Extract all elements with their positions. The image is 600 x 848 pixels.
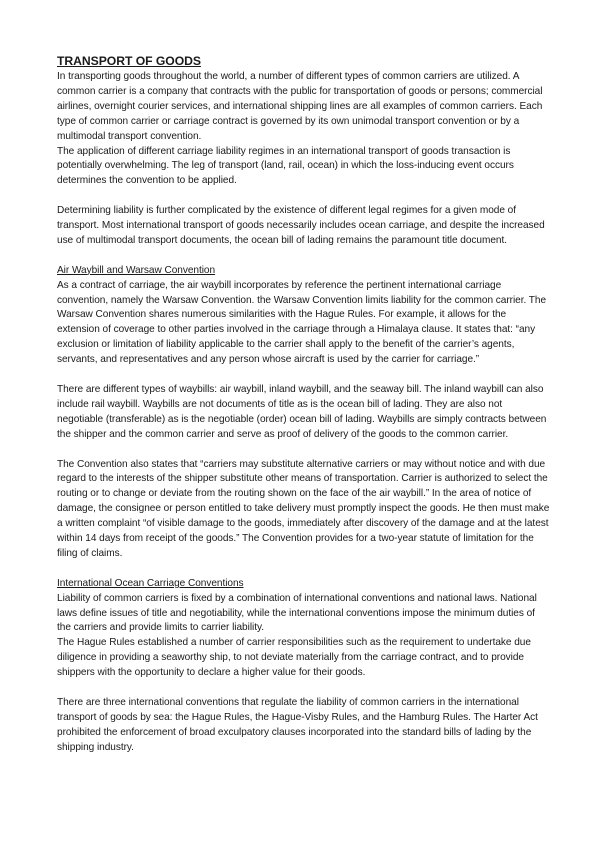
ocean-carriage-paragraph-3: There are three international conventions that regulate the liability of common carriers in the international transport of goods by sea: the Hague Rules, the Hague-Visby Rules, and the Hamburg Rules. The Harter Act prohibited the enforcement of broad exculpatory clauses incorporated into the standard bills of lading by the shipping industry. xyxy=(57,696,538,753)
ocean-carriage-paragraph-1: Liability of common carriers is fixed by a combination of international conventions and national laws. National laws define issues of title and negotiability, while the international conventions impose the minimum duties of the carriers and provide limits to carrier liability. xyxy=(57,592,537,634)
paragraph-gap xyxy=(57,681,551,696)
ocean-carriage-paragraph-2: The Hague Rules established a number of carrier responsibilities such as the requirement to undertake due diligence in providing a seaworthy ship, to not deviate materially from the carriage contract, and to provide shippers with the opportunity to declare a higher value for their goods. xyxy=(57,637,531,679)
air-waybill-paragraph-1: As a contract of carriage, the air waybill incorporates by reference the pertinent international carriage convention, namely the Warsaw Convention. the Warsaw Convention limits liability for the common carrier. The Warsaw Convention shares numerous similarities with the Hague Rules. For example, it allows for the extension of coverage to other parties involved in the carriage through a Himalaya clause. It states that: “any exclusion or limitation of liability applicable to the carrier shall apply to the benefit of the carrier’s agents, servants, and representatives and any person whose aircraft is used by the carrier for carriage.” xyxy=(57,279,547,366)
section-heading-air-waybill: Air Waybill and Warsaw Convention xyxy=(57,264,216,276)
air-waybill-paragraph-3: The Convention also states that “carriers may substitute alternative carriers or may without notice and with due regard to the interests of the shipper substitute other means of transportation. Carrier is authorized to select the routing or to change or deviate from the routing shown on the face of the air waybill.” In the area of notice of damage, the consignee or person entitled to take delivery must promptly inspect the goods. He then must make a written complaint “of visible damage to the goods, immediately after discovery of the damage and at the latest within 14 days from receipt of the goods.” The Convention provides for a two-year statute of limitation for the filing of claims. xyxy=(57,458,550,559)
page-title: TRANSPORT OF GOODS xyxy=(57,54,201,68)
paragraph-gap xyxy=(57,368,551,383)
intro-paragraph-2: The application of different carriage liability regimes in an international transport of goods transaction is potentially overwhelming. The leg of transport (land, rail, ocean) in which the loss-inducing event occurs determines the convention to be applied. xyxy=(57,145,514,187)
intro-paragraph-3: Determining liability is further complicated by the existence of different legal regimes for a given mode of transport. Most international transport of goods necessarily includes ocean carriage, and despite the increased use of multimodal transport documents, the ocean bill of lading remains the paramount title document. xyxy=(57,205,545,246)
paragraph-gap xyxy=(57,562,551,577)
air-waybill-paragraph-2: There are different types of waybills: air waybill, inland waybill, and the seaway bill. The inland waybill can also include rail waybill. Waybills are not documents of title as is the ocean bill of lading. They are also not negotiable (transferable) as is the negotiable (order) ocean bill of lading. Waybills are simply contracts between the shipper and the common carrier and serve as proof of delivery of the goods to the common carrier. xyxy=(57,383,547,440)
paragraph-gap xyxy=(57,443,551,458)
intro-paragraph-1: In transporting goods throughout the world, a number of different types of common carriers are utilized. A common carrier is a company that contracts with the public for transportation of goods or persons; commercial airlines, overnight courier services, and international shipping lines are all examples of common carriers. Each type of common carrier or carriage contract is governed by its own unimodal transport convention or by a multimodal transport convention. xyxy=(57,71,543,142)
paragraph-gap xyxy=(57,249,551,264)
document-page xyxy=(57,53,551,756)
section-heading-ocean-carriage: International Ocean Carriage Conventions xyxy=(57,577,244,589)
paragraph-gap xyxy=(57,189,551,204)
